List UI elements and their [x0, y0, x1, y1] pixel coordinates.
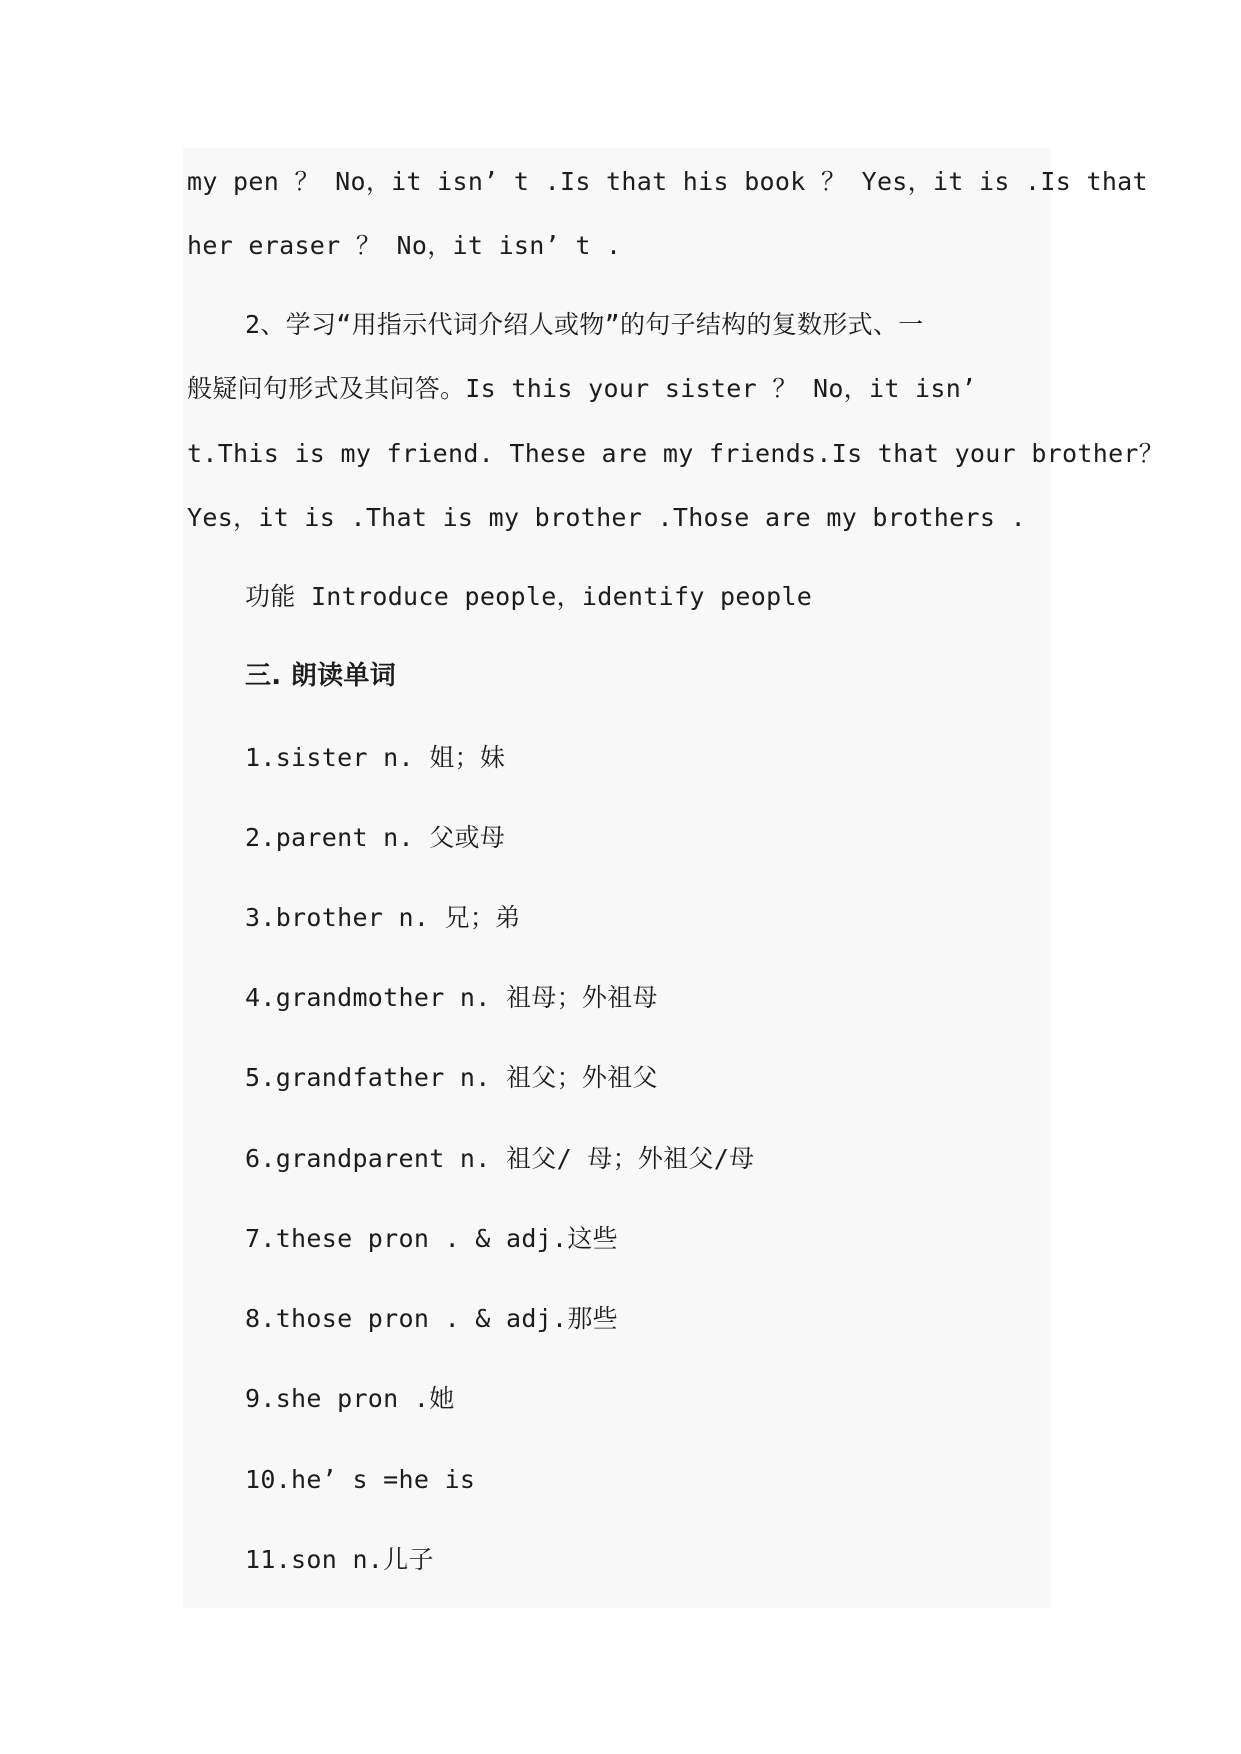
text-line: t.This is my friend. These are my friends.Is that your brother？ — [187, 439, 1165, 468]
vocabulary-item: 11.son n.儿子 — [245, 1545, 434, 1574]
vocabulary-item: 10.he’ s =he is — [245, 1465, 476, 1494]
vocabulary-item: 2.parent n. 父或母 — [245, 823, 506, 852]
text-line: Yes，it is .That is my brother .Those are my brothers . — [187, 503, 1026, 532]
section-heading: 三. 朗读单词 — [245, 661, 397, 691]
vocabulary-item: 8.those pron . & adj.那些 — [245, 1304, 618, 1333]
vocabulary-item: 6.grandparent n. 祖父/ 母；外祖父/母 — [245, 1144, 755, 1173]
text-line: 般疑问句形式及其问答。Is this your sister ？ No，it isn’ — [187, 374, 977, 403]
vocabulary-item: 3.brother n. 兄；弟 — [245, 903, 521, 932]
vocabulary-item: 1.sister n. 姐；妹 — [245, 743, 506, 772]
function-line: 功能 Introduce people，identify people — [245, 582, 813, 611]
text-line: my pen ？ No，it isn’ t .Is that his book ？ Yes，it is .Is that — [187, 167, 1148, 196]
vocabulary-item: 9.she pron .她 — [245, 1384, 455, 1413]
vocabulary-item: 5.grandfather n. 祖父；外祖父 — [245, 1063, 658, 1092]
vocabulary-item: 7.these pron . & adj.这些 — [245, 1224, 618, 1253]
text-line: her eraser ？ No，it isn’ t . — [187, 231, 622, 260]
vocabulary-item: 4.grandmother n. 祖母；外祖母 — [245, 983, 658, 1012]
text-line: 2、学习“用指示代词介绍人或物”的句子结构的复数形式、一 — [245, 310, 924, 339]
